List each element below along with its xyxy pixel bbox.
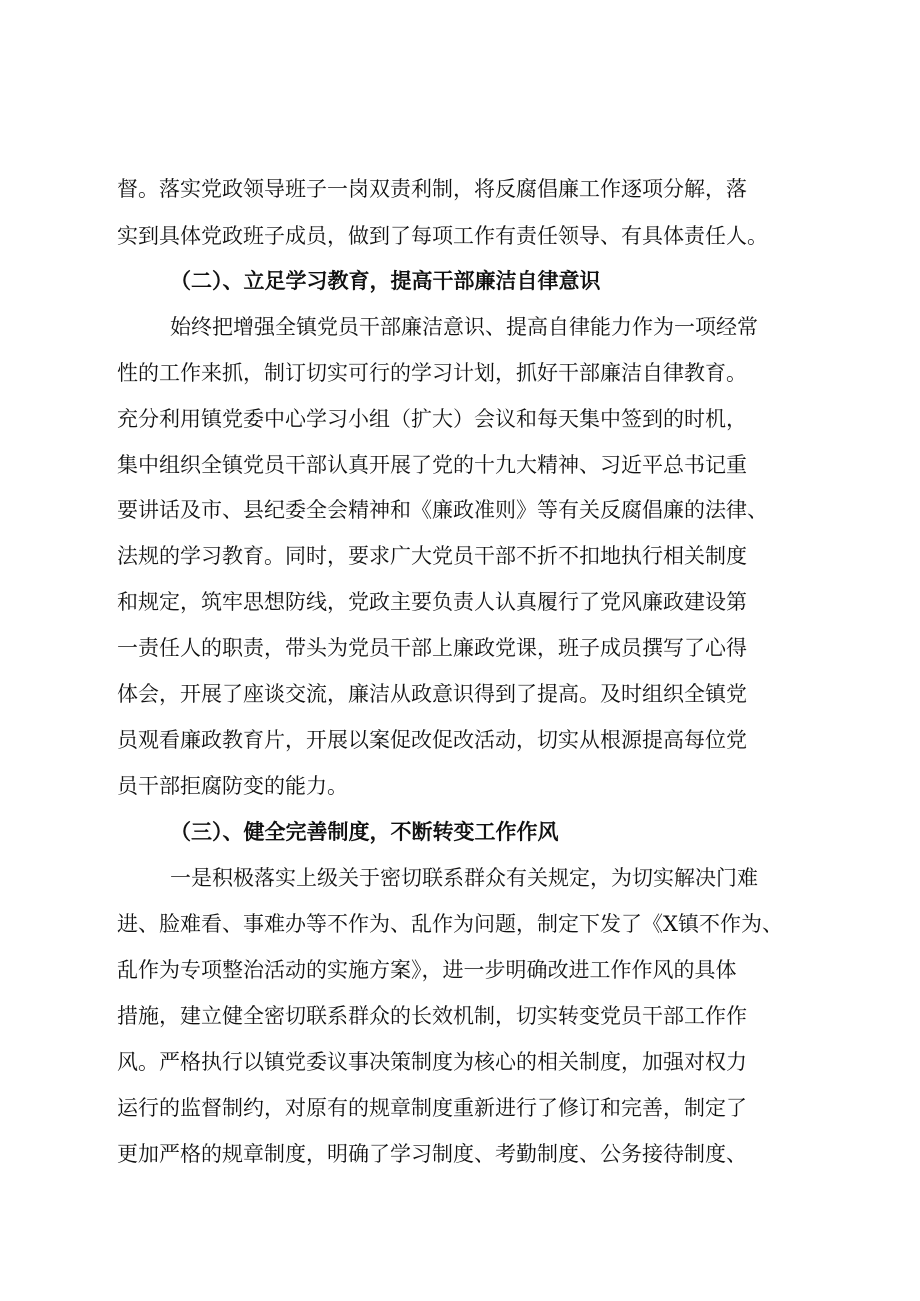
paragraph-2-line [0, 676, 920, 712]
text-line: 措施，建立健全密切联系群众的长效机制，切实转变党员干部工作作 [117, 1004, 747, 1028]
text-line: 员干部拒腐防变的能力。 [117, 774, 348, 798]
text-line: 员观看廉政教育片，开展以案促改促改活动，切实从根源提高每位党 [117, 728, 747, 752]
paragraph-2-line [0, 584, 920, 620]
text-line: 和规定，筑牢思想防线，党政主要负责人认真履行了党风廉政建设第 [117, 590, 747, 614]
paragraph-intro-line [0, 218, 920, 254]
paragraph-3-line [0, 1136, 920, 1172]
text-line: 性的工作来抓，制订切实可行的学习计划，抓好干部廉洁自律教育。 [117, 361, 747, 385]
paragraph-3-line [0, 1090, 920, 1126]
text-line: 集中组织全镇党员干部认真开展了党的十九大精神、习近平总书记重 [117, 453, 747, 477]
text-line: 法规的学习教育。同时，要求广大党员干部不折不扣地执行相关制度 [117, 544, 747, 568]
text-line: 运行的监督制约，对原有的规章制度重新进行了修订和完善，制定了 [117, 1096, 747, 1120]
section-heading-2 [0, 263, 920, 299]
paragraph-2-line [0, 538, 920, 574]
section-heading-3 [0, 814, 920, 850]
paragraph-2-line [0, 630, 920, 666]
text-line: 一是积极落实上级关于密切联系群众有关规定，为切实解决门难 [170, 866, 758, 890]
paragraph-3-line [0, 906, 920, 942]
text-line: 要讲话及市、县纪委全会精神和《廉政准则》等有关反腐倡廉的法律、 [117, 498, 768, 522]
paragraph-3-line [0, 952, 920, 988]
text-line: 体会，开展了座谈交流，廉洁从政意识得到了提高。及时组织全镇党 [117, 682, 747, 706]
text-line: 实到具体党政班子成员，做到了每项工作有责任领导、有具体责任人。 [117, 224, 768, 248]
text-line: 督。落实党政领导班子一岗双责利制，将反腐倡廉工作逐项分解，落 [117, 177, 747, 201]
paragraph-2-line [0, 492, 920, 528]
paragraph-3-line [0, 998, 920, 1034]
paragraph-2-line [0, 722, 920, 758]
paragraph-2-line [0, 768, 920, 804]
text-line: 风。严格执行以镇党委议事决策制度为核心的相关制度，加强对权力 [117, 1050, 747, 1074]
paragraph-3-line [0, 1044, 920, 1080]
paragraph-3-line [0, 860, 920, 896]
heading-text: （二）、立足学习教育，提高干部廉洁自律意识 [170, 268, 601, 293]
text-line: 充分利用镇党委中心学习小组（扩大）会议和每天集中签到的时机， [117, 407, 747, 431]
paragraph-intro-line [0, 171, 920, 207]
text-line: 更加严格的规章制度，明确了学习制度、考勤制度、公务接待制度、 [117, 1142, 747, 1166]
text-line: 一责任人的职责，带头为党员干部上廉政党课，班子成员撰写了心得 [117, 636, 747, 660]
paragraph-2-line [0, 355, 920, 391]
text-line: 乱作为专项整治活动的实施方案》，进一步明确改进工作作风的具体 [117, 958, 737, 982]
text-line: 进、脸难看、事难办等不作为、乱作为问题，制定下发了《X镇不作为、 [117, 912, 783, 936]
paragraph-2-line [0, 401, 920, 437]
paragraph-2-line [0, 309, 920, 345]
text-line: 始终把增强全镇党员干部廉洁意识、提高自律能力作为一项经常 [170, 315, 758, 339]
heading-text: （三）、健全完善制度，不断转变工作作风 [170, 819, 559, 844]
paragraph-2-line [0, 447, 920, 483]
